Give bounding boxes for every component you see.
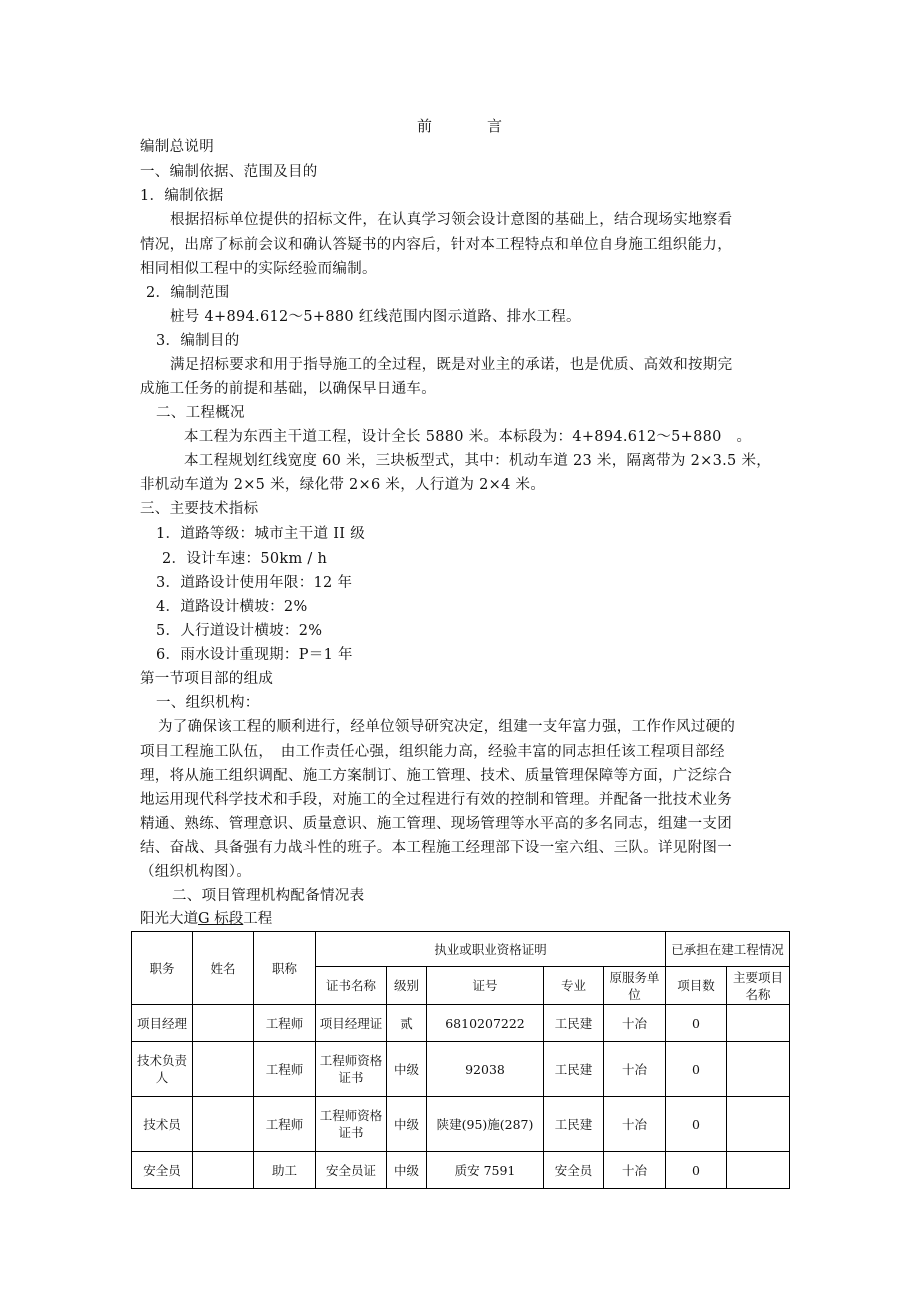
cell-count: 0 — [666, 1042, 727, 1097]
caption-prefix: 阳光大道 — [140, 911, 198, 927]
subsection-heading: 3．编制目的 — [156, 333, 240, 349]
cell-grade: 中级 — [387, 1097, 427, 1152]
section-heading: 编制总说明 — [140, 139, 214, 155]
header-grade: 级别 — [387, 967, 427, 1005]
cell-name — [193, 1152, 254, 1189]
cell-unit: 十冶 — [604, 1097, 666, 1152]
paragraph-line: （组织机构图）。 — [140, 864, 252, 880]
cell-major: 工民建 — [544, 1042, 604, 1097]
cell-projects — [727, 1097, 790, 1152]
cell-grade: 贰 — [387, 1005, 427, 1042]
cell-count: 0 — [666, 1005, 727, 1042]
header-role: 职务 — [132, 932, 193, 1005]
cell-title: 工程师 — [254, 1005, 316, 1042]
cell-unit: 十冶 — [604, 1042, 666, 1097]
cell-projects — [727, 1005, 790, 1042]
subsection-heading: 2．编制范围 — [146, 285, 230, 301]
header-major: 专业 — [544, 967, 604, 1005]
section-heading: 二、工程概况 — [156, 405, 245, 421]
cell-title: 工程师 — [254, 1042, 316, 1097]
header-orig-unit: 原服务单位 — [604, 967, 666, 1005]
cell-grade: 中级 — [387, 1152, 427, 1189]
cell-count: 0 — [666, 1097, 727, 1152]
cell-role: 技术员 — [132, 1097, 193, 1152]
paragraph-line: 本工程规划红线宽度 60 米，三块板型式，其中：机动车道 23 米，隔离带为 2×3.5 米， — [184, 453, 772, 469]
spec-item: 6．雨水设计重现期：P＝1 年 — [156, 647, 353, 663]
table-row — [132, 1097, 790, 1152]
cell-cert-no: 6810207222 — [427, 1005, 544, 1042]
caption-suffix: 工程 — [243, 911, 273, 927]
title-char-1: 前 — [416, 117, 433, 135]
spec-item: 3．道路设计使用年限：12 年 — [156, 575, 353, 591]
header-title: 职称 — [254, 932, 316, 1005]
table-caption — [140, 909, 272, 929]
cell-cert-name: 安全员证 — [316, 1152, 387, 1189]
paragraph-line: 成施工任务的前提和基础，以确保早日通车。 — [140, 381, 436, 397]
header-cert-no: 证号 — [427, 967, 544, 1005]
cell-cert-no: 92038 — [427, 1042, 544, 1097]
cell-cert-no: 陕建(95)施(287) — [427, 1097, 544, 1152]
paragraph-line: 根据招标单位提供的招标文件，在认真学习领会设计意图的基础上，结合现场实地察看 — [170, 212, 733, 228]
cell-cert-name: 项目经理证 — [316, 1005, 387, 1042]
header-row — [132, 932, 790, 967]
paragraph-line: 桩号 4+894.612～5+880 红线范围内图示道路、排水工程。 — [170, 309, 581, 325]
cell-cert-name: 工程师资格证书 — [316, 1097, 387, 1152]
cell-projects — [727, 1042, 790, 1097]
subsection-heading: 1．编制依据 — [140, 188, 224, 204]
cell-name — [193, 1042, 254, 1097]
cell-major: 工民建 — [544, 1005, 604, 1042]
subsection-heading: 一、组织机构： — [156, 695, 260, 711]
paragraph-line: 精通、熟练、管理意识、质量意识、施工管理、现场管理等水平高的多名同志，组建一支团 — [140, 816, 732, 832]
paragraph-line: 项目工程施工队伍， 由工作责任心强，组织能力高，经验丰富的同志担任该工程项目部经 — [140, 744, 725, 760]
title-char-2: 言 — [487, 117, 504, 135]
header-cert-name: 证书名称 — [316, 967, 387, 1005]
cell-role: 项目经理 — [132, 1005, 193, 1042]
header-project-names: 主要项目名称 — [727, 967, 790, 1005]
cell-name — [193, 1005, 254, 1042]
paragraph-line: 相同相似工程中的实际经验而编制。 — [140, 261, 377, 277]
cell-role: 技术负责人 — [132, 1042, 193, 1097]
header-cert-group: 执业或职业资格证明 — [316, 932, 666, 967]
cell-major: 安全员 — [544, 1152, 604, 1189]
cell-cert-name: 工程师资格证书 — [316, 1042, 387, 1097]
cell-title: 助工 — [254, 1152, 316, 1189]
cell-title: 工程师 — [254, 1097, 316, 1152]
section-heading: 第一节项目部的组成 — [140, 671, 274, 687]
header-name: 姓名 — [193, 932, 254, 1005]
spec-item: 5．人行道设计横坡：2% — [156, 623, 323, 639]
spec-item: 1．道路等级：城市主干道 II 级 — [156, 526, 365, 542]
paragraph-line: 满足招标要求和用于指导施工的全过程，既是对业主的承诺，也是优质、高效和按期完 — [170, 357, 733, 373]
cell-major: 工民建 — [544, 1097, 604, 1152]
page-title — [0, 115, 920, 136]
section-heading: 一、编制依据、范围及目的 — [140, 164, 318, 180]
section-heading: 三、主要技术指标 — [140, 501, 259, 517]
cell-role: 安全员 — [132, 1152, 193, 1189]
spec-item: 2．设计车速：50km / h — [162, 551, 328, 567]
paragraph-line: 理，将从施工组织调配、施工方案制订、施工管理、技术、质量管理保障等方面，广泛综合 — [140, 768, 732, 784]
cell-unit: 十冶 — [604, 1005, 666, 1042]
paragraph-line: 情况，出席了标前会议和确认答疑书的内容后，针对本工程特点和单位自身施工组织能力， — [140, 237, 732, 253]
table-row — [132, 1152, 790, 1189]
table-row — [132, 1042, 790, 1097]
staffing-table — [131, 931, 790, 1189]
paragraph-line: 为了确保该工程的顺利进行，经单位领导研究决定，组建一支年富力强，工作作风过硬的 — [158, 719, 736, 735]
header-project-count: 项目数 — [666, 967, 727, 1005]
cell-unit: 十冶 — [604, 1152, 666, 1189]
table-row — [132, 1005, 790, 1042]
cell-grade: 中级 — [387, 1042, 427, 1097]
cell-cert-no: 质安 7591 — [427, 1152, 544, 1189]
paragraph-line: 结、奋战、具备强有力战斗性的班子。本工程施工经理部下设一室六组、三队。详见附图一 — [140, 840, 732, 856]
cell-projects — [727, 1152, 790, 1189]
paragraph-line: 地运用现代科学技术和手段，对施工的全过程进行有效的控制和管理。并配备一批技术业务 — [140, 792, 732, 808]
header-project-group: 已承担在建工程情况 — [666, 932, 790, 967]
caption-section: G 标段 — [198, 911, 244, 927]
cell-name — [193, 1097, 254, 1152]
paragraph-line: 非机动车道为 2×5 米，绿化带 2×6 米，人行道为 2×4 米。 — [140, 477, 546, 493]
cell-count: 0 — [666, 1152, 727, 1189]
spec-item: 4．道路设计横坡：2% — [156, 599, 308, 615]
subsection-heading: 二、项目管理机构配备情况表 — [172, 888, 365, 904]
paragraph-line: 本工程为东西主干道工程，设计全长 5880 米。本标段为：4+894.612～5+880 。 — [184, 429, 752, 445]
